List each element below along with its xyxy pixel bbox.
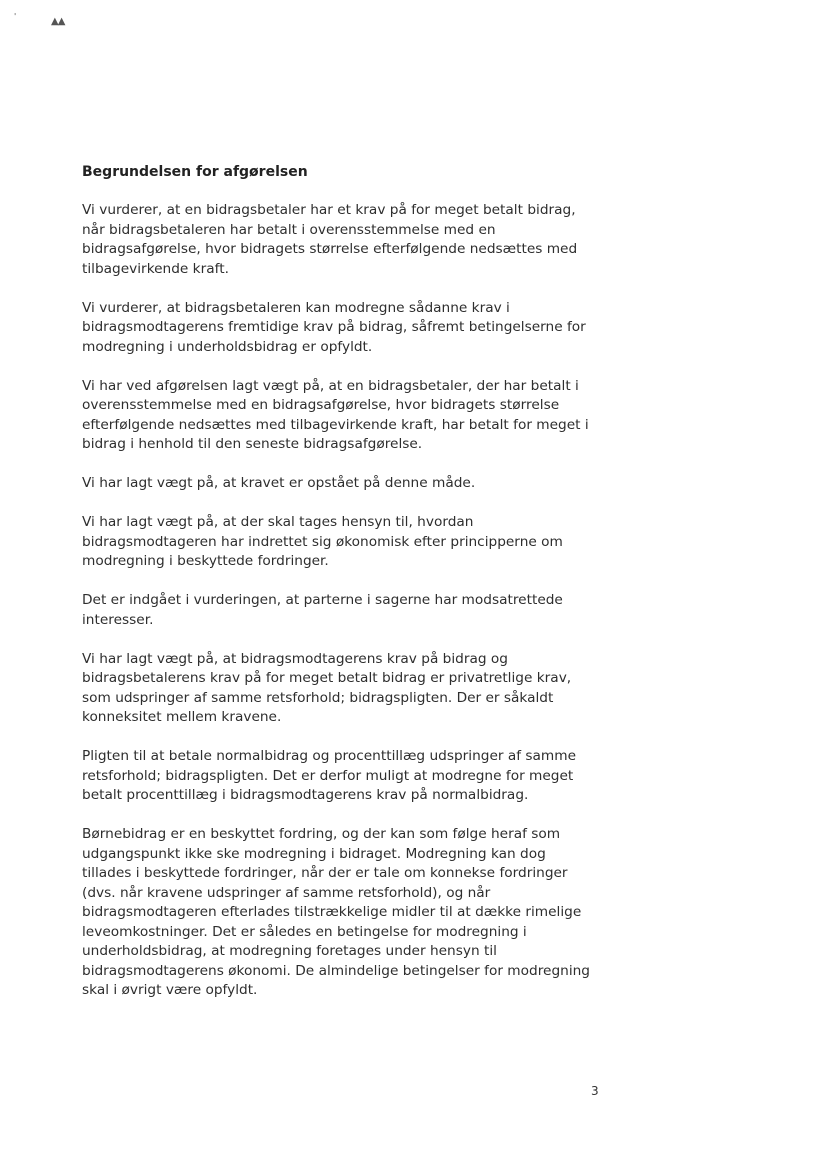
paragraph-line: overensstemmelse med en bidragsafgørelse, hvor bidragets størrelse	[82, 397, 560, 413]
paragraph	[82, 591, 612, 630]
paragraph	[82, 377, 612, 455]
paragraph-line: bidragsafgørelse, hvor bidragets størrelse efterfølgende nedsættes med	[82, 241, 578, 257]
paragraph	[82, 474, 612, 494]
paragraph-line: modregning i underholdsbidrag er opfyldt.	[82, 338, 373, 355]
paragraph-line: bidragsmodtageren har indrettet sig økonomisk efter principperne om	[82, 533, 563, 550]
paragraph-line: bidrag i henhold til den seneste bidragsafgørelse.	[82, 436, 423, 452]
paragraph-line: konneksitet mellem kravene.	[82, 709, 282, 725]
paragraph-line: når bidragsbetaleren har betalt i overensstemmelse med en	[82, 221, 496, 238]
paragraph-line: bidragsmodtagerens fremtidige krav på bidrag, såfremt betingelserne for	[82, 319, 586, 335]
paragraph-line: bidragsbetalerens krav på for meget betalt bidrag er privatretlige krav,	[82, 670, 572, 686]
paragraph-line: Vi har ved afgørelsen lagt vægt på, at en bidragsbetaler, der har betalt i	[82, 377, 579, 394]
paragraph-line: tillades i beskyttede fordringer, når der er tale om konnekse fordringer	[82, 865, 568, 881]
scan-tick-mark: '	[14, 12, 17, 21]
section-heading: Begrundelsen for afgørelsen	[82, 164, 308, 180]
paragraph-line: som udspringer af samme retsforhold; bidragspligten. Der er såkaldt	[82, 689, 554, 706]
paragraph-line: bidragsmodtageren efterlades tilstrækkelige midler til at dække rimelige	[82, 904, 582, 920]
paragraph	[82, 299, 612, 358]
paragraph-line: Vi vurderer, at en bidragsbetaler har et krav på for meget betalt bidrag,	[82, 202, 576, 218]
paragraph-line: efterfølgende nedsættes med tilbagevirkende kraft, har betalt for meget i	[82, 416, 589, 433]
paragraph-line: Børnebidrag er en beskyttet fordring, og der kan som følge heraf som	[82, 826, 561, 842]
paragraph-line: retsforhold; bidragspligten. Det er derfor muligt at modregne for meget	[82, 767, 574, 784]
paragraph-line: Vi har lagt vægt på, at der skal tages hensyn til, hvordan	[82, 514, 474, 530]
paragraph-line: Det er indgået i vurderingen, at parterne i sagerne har modsatrettede	[82, 592, 563, 608]
paragraph-line: Vi har lagt vægt på, at kravet er opstået på denne måde.	[82, 475, 476, 491]
logo-mark: ▲▲	[51, 16, 65, 27]
paragraph-line: interesser.	[82, 611, 154, 628]
paragraph-line: Pligten til at betale normalbidrag og procenttillæg udspringer af samme	[82, 748, 577, 764]
paragraph	[82, 747, 612, 806]
paragraph-line: underholdsbidrag, at modregning foretages under hensyn til	[82, 943, 497, 959]
paragraph-line: leveomkostninger. Det er således en betingelse for modregning i	[82, 923, 527, 940]
paragraph-line: Vi vurderer, at bidragsbetaleren kan modregne sådanne krav i	[82, 299, 510, 316]
paragraph-line: modregning i beskyttede fordringer.	[82, 553, 329, 569]
paragraph-line: udgangspunkt ikke ske modregning i bidraget. Modregning kan dog	[82, 845, 546, 862]
paragraph	[82, 513, 612, 572]
page-number: 3	[591, 1084, 599, 1098]
paragraph-line: (dvs. når kravene udspringer af samme retsforhold), og når	[82, 884, 491, 901]
paragraph-line: betalt procenttillæg i bidragsmodtagerens krav på normalbidrag.	[82, 787, 529, 803]
paragraph-line: tilbagevirkende kraft.	[82, 260, 229, 277]
paragraph	[82, 650, 612, 728]
paragraph	[82, 201, 612, 279]
paragraph-list	[82, 201, 612, 1001]
paragraph-line: skal i øvrigt være opfyldt.	[82, 982, 258, 998]
paragraph-line: Vi har lagt vægt på, at bidragsmodtagerens krav på bidrag og	[82, 650, 508, 667]
paragraph	[82, 825, 612, 1001]
paragraph-line: bidragsmodtagerens økonomi. De almindelige betingelser for modregning	[82, 962, 590, 979]
document-body	[82, 163, 612, 1020]
